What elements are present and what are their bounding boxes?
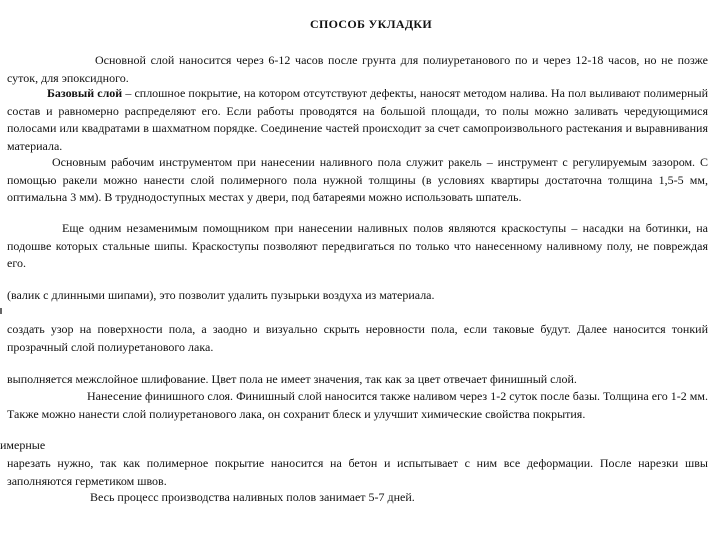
base-layer-text: – сплошное покрытие, на котором отсутствуют дефекты, наносят методом налива. На пол выливают полимерный состав и равномерно распределяют его. Если работы проводятся на большой площади, то полы можно заливать чередующимися полосами или квадратами в шахматном порядке. Соединение частей происходит за счет самопроизвольного растекания и выравнивания материала. <box>7 86 708 153</box>
paragraph-process-duration: Весь процесс производства наливных полов занимает 5-7 дней. <box>90 490 415 504</box>
paragraph-spiked-roller: (валик с длинными шипами), это позволит удалить пузырьки воздуха из материала. <box>7 288 435 302</box>
paragraph-primer-timing: Основной слой наносится через 6-12 часов после грунта для полиуретанового по и через 12-18 часов, но не позже суток, для эпоксидного. <box>7 53 708 85</box>
margin-mark <box>0 308 2 314</box>
paragraph-finish-layer: Нанесение финишного слоя. Финишный слой наносится также наливом через 1-2 суток после базы. Толщина его 1-2 мм. Также можно нанести слой полиуретанового лака, он сохранит блеск и улучшит химические свойства покрытия. <box>7 389 708 421</box>
paragraph-interlayer-sanding: выполняется межслойное шлифование. Цвет пола не имеет значения, так как за цвет отвечает финишный слой. <box>7 372 577 386</box>
paragraph-spiked-shoes: Еще одним незаменимым помощником при нанесении наливных полов являются краскоступы – насадки на ботинки, на подошве которых стальные шипы. Краскоступы позволяют передвигаться по только что нанесенному наливному полу, не повреждая его. <box>7 221 708 270</box>
base-layer-term: Базовый слой <box>47 86 123 100</box>
paragraph-pattern-varnish: создать узор на поверхности пола, а заодно и визуально скрыть неровности пола, если таковые будут. Далее наносится тонкий прозрачный слой полиуретанового лака. <box>7 322 708 354</box>
paragraph-seam-cutting: нарезать нужно, так как полимерное покрытие наносится на бетон и испытывает с ним все деформации. После нарезки швы заполняются герметиком швов. <box>7 456 708 488</box>
page-title: СПОСОБ УКЛАДКИ <box>310 17 433 31</box>
paragraph-base-layer <box>7 85 708 155</box>
paragraph-fragment: имерные <box>0 438 46 452</box>
paragraph-squeegee-tool: Основным рабочим инструментом при нанесении наливного пола служит ракель – инструмент с регулируемым зазором. С помощью ракели можно нанести слой полимерного пола нужной толщины (в условиях квартиры достаточна толщина 1,5-5 мм, оптимальна 3 мм). В труднодоступных местах у двери, под батареями можно использовать шпатель. <box>7 155 708 204</box>
